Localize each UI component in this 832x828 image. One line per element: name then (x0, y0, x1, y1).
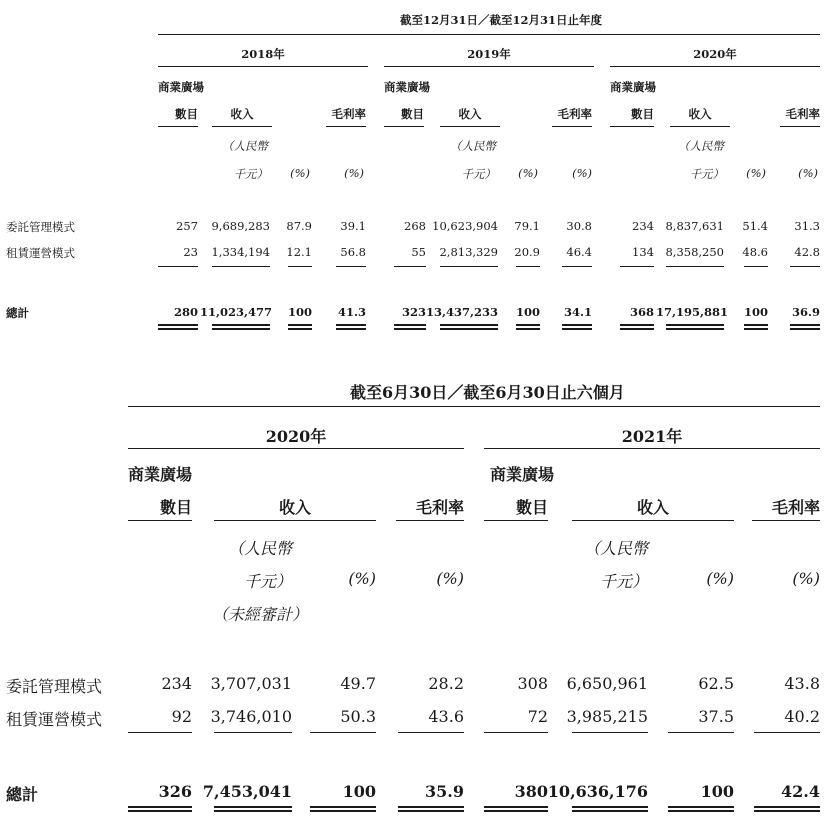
subtotal-rule (620, 266, 654, 267)
total-cell: 100 (515, 305, 540, 319)
total-cell: 41.3 (337, 305, 366, 319)
revenue-header: 收入 (230, 107, 254, 121)
header-rule (326, 126, 366, 127)
table-cell: 8,837,631 (665, 219, 724, 233)
total-cell: 100 (700, 782, 734, 801)
total-double-rule (128, 806, 192, 812)
pct-unit: (%) (344, 166, 364, 180)
total-cell: 36.9 (791, 305, 820, 319)
table-cell: 268 (404, 219, 426, 233)
malls-header: 數目 (175, 107, 198, 121)
total-cell: 100 (287, 305, 312, 319)
total-double-rule (562, 324, 592, 330)
subtotal-rule (214, 732, 292, 733)
total-cell: 13,437,233 (426, 305, 499, 319)
table-cell: 8,358,250 (665, 245, 724, 259)
total-double-rule (310, 806, 376, 812)
pct-unit: (%) (792, 569, 820, 588)
subtotal-rule (440, 266, 498, 267)
pct-unit: (%) (348, 569, 376, 588)
table-cell: 20.9 (514, 245, 540, 259)
total-cell: 368 (629, 305, 654, 319)
margin-header: 毛利率 (785, 107, 820, 121)
unaudited-note: （未經審計） (212, 605, 309, 624)
header-rule (396, 520, 464, 521)
revenue-header: 收入 (688, 107, 712, 121)
header-rule (572, 520, 734, 521)
header-rule (158, 126, 198, 127)
subtotal-rule (288, 266, 312, 267)
total-double-rule (790, 324, 820, 330)
subtotal-rule (398, 732, 464, 733)
table-cell: 28.2 (428, 674, 464, 693)
table-cell: 257 (176, 219, 198, 233)
table-cell: 50.3 (340, 707, 376, 726)
title-rule (128, 406, 820, 407)
subtotal-rule (394, 266, 426, 267)
table-cell: 10,623,904 (432, 219, 498, 233)
table-cell: 3,707,031 (210, 674, 292, 693)
table2-title: 截至6月30日／截至6月30日止六個月 (350, 383, 625, 402)
subtotal-rule (790, 266, 820, 267)
subtotal-rule (562, 266, 592, 267)
total-cell: 11,023,477 (200, 305, 273, 319)
margin-header: 毛利率 (557, 107, 592, 121)
year-2019: 2019年 (467, 47, 511, 61)
total-label: 總計 (6, 785, 39, 804)
malls-header: 數目 (631, 107, 654, 121)
total-double-rule (666, 324, 724, 330)
total-cell: 380 (514, 782, 548, 801)
total-double-rule (212, 324, 270, 330)
table-cell: 308 (517, 674, 548, 693)
malls-header: 數目 (401, 107, 424, 121)
rmb-unit: （人民幣 (678, 139, 724, 153)
table-cell: 1,334,194 (211, 245, 270, 259)
revenue-header: 收入 (278, 498, 311, 517)
total-cell: 35.9 (425, 782, 464, 801)
row-label: 委託管理模式 (6, 220, 75, 234)
row-label: 租賃運營模式 (6, 710, 103, 729)
table-cell: 40.2 (784, 707, 820, 726)
table-cell: 56.8 (340, 245, 366, 259)
table-cell: 62.5 (698, 674, 734, 693)
rmb-unit: 千元） (689, 167, 724, 181)
table-cell: 3,746,010 (210, 707, 292, 726)
total-double-rule (336, 324, 366, 330)
table-cell: 9,689,283 (211, 219, 270, 233)
total-double-rule (668, 806, 734, 812)
total-double-rule (754, 806, 820, 812)
margin-header: 毛利率 (415, 498, 464, 517)
subtotal-rule (516, 266, 540, 267)
header-rule (212, 126, 272, 127)
header-rule (214, 520, 376, 521)
table-cell: 43.8 (784, 674, 820, 693)
total-double-rule (744, 324, 768, 330)
subtotal-rule (310, 732, 376, 733)
total-double-rule (158, 324, 198, 330)
table-cell: 42.8 (794, 245, 820, 259)
year-2020: 2020年 (265, 427, 327, 446)
table1-title: 截至12月31日／截至12月31日止年度 (400, 13, 603, 27)
total-cell: 10,636,176 (547, 782, 648, 801)
subtotal-rule (666, 266, 724, 267)
table-cell: 134 (632, 245, 654, 259)
table-cell: 23 (183, 245, 198, 259)
table-cell: 2,813,329 (439, 245, 498, 259)
subtotal-rule (754, 732, 820, 733)
rmb-unit: 千元） (233, 167, 268, 181)
pct-unit: (%) (706, 569, 734, 588)
total-cell: 323 (401, 305, 426, 319)
table-cell: 55 (411, 245, 426, 259)
table-cell: 49.7 (340, 674, 376, 693)
total-double-rule (440, 324, 498, 330)
malls-header: 商業廣場 (610, 80, 656, 94)
table-cell: 3,985,215 (566, 707, 648, 726)
total-cell: 100 (342, 782, 376, 801)
table-cell: 79.1 (514, 219, 540, 233)
pct-unit: (%) (518, 166, 538, 180)
malls-header: 商業廣場 (128, 465, 193, 484)
pct-unit: (%) (798, 166, 818, 180)
total-double-rule (516, 324, 540, 330)
table-cell: 48.6 (742, 245, 768, 259)
table-cell: 39.1 (340, 219, 366, 233)
year-2021: 2021年 (621, 427, 683, 446)
malls-header: 商業廣場 (490, 465, 555, 484)
total-cell: 7,453,041 (202, 782, 292, 801)
pct-unit: (%) (290, 166, 310, 180)
total-cell: 280 (173, 305, 198, 319)
header-rule (670, 126, 730, 127)
year-rule (384, 66, 594, 67)
pct-unit: (%) (572, 166, 592, 180)
header-rule (484, 520, 548, 521)
year-rule (128, 448, 464, 449)
table-cell: 31.3 (794, 219, 820, 233)
header-rule (752, 520, 820, 521)
table-cell: 234 (161, 674, 192, 693)
margin-header: 毛利率 (331, 107, 366, 121)
malls-header: 數目 (515, 498, 548, 517)
total-cell: 326 (158, 782, 192, 801)
malls-header: 數目 (159, 498, 192, 517)
table-cell: 72 (527, 707, 548, 726)
year-rule (158, 66, 368, 67)
subtotal-rule (668, 732, 734, 733)
year-rule (610, 66, 820, 67)
subtotal-rule (158, 266, 198, 267)
header-rule (128, 520, 192, 521)
rmb-unit: 千元） (243, 572, 292, 591)
table-cell: 51.4 (742, 219, 768, 233)
total-cell: 100 (743, 305, 768, 319)
table-cell: 87.9 (286, 219, 312, 233)
table-cell: 12.1 (286, 245, 312, 259)
subtotal-rule (484, 732, 548, 733)
total-cell: 17,195,881 (656, 305, 729, 319)
revenue-header: 收入 (458, 107, 482, 121)
rmb-unit: （人民幣 (222, 139, 268, 153)
title-rule (158, 34, 820, 35)
subtotal-rule (572, 732, 648, 733)
table-cell: 30.8 (566, 219, 592, 233)
malls-header: 商業廣場 (384, 80, 430, 94)
total-cell: 34.1 (563, 305, 592, 319)
total-double-rule (398, 806, 464, 812)
year-rule (484, 448, 820, 449)
header-rule (384, 126, 424, 127)
revenue-header: 收入 (636, 498, 669, 517)
table-cell: 6,650,961 (566, 674, 648, 693)
total-double-rule (214, 806, 292, 812)
table-cell: 37.5 (698, 707, 734, 726)
rmb-unit: （人民幣 (227, 539, 292, 558)
subtotal-rule (128, 732, 192, 733)
total-double-rule (484, 806, 548, 812)
total-double-rule (572, 806, 648, 812)
total-cell: 42.4 (781, 782, 820, 801)
header-rule (610, 126, 654, 127)
total-label: 總計 (6, 306, 29, 320)
rmb-unit: （人民幣 (450, 139, 496, 153)
subtotal-rule (744, 266, 768, 267)
pct-unit: (%) (746, 166, 766, 180)
header-rule (780, 126, 820, 127)
margin-header: 毛利率 (771, 498, 820, 517)
rmb-unit: 千元） (461, 167, 496, 181)
row-label: 租賃運營模式 (6, 246, 75, 260)
subtotal-rule (212, 266, 270, 267)
table-cell: 46.4 (566, 245, 592, 259)
year-2018: 2018年 (241, 47, 285, 61)
header-rule (440, 126, 500, 127)
header-rule (552, 126, 592, 127)
year-2020: 2020年 (693, 47, 737, 61)
rmb-unit: （人民幣 (583, 539, 648, 558)
rmb-unit: 千元） (599, 572, 648, 591)
total-double-rule (394, 324, 426, 330)
subtotal-rule (336, 266, 366, 267)
pct-unit: (%) (436, 569, 464, 588)
table-cell: 92 (171, 707, 192, 726)
malls-header: 商業廣場 (158, 80, 204, 94)
table-cell: 234 (632, 219, 654, 233)
total-double-rule (288, 324, 312, 330)
table-cell: 43.6 (428, 707, 464, 726)
total-double-rule (620, 324, 654, 330)
row-label: 委託管理模式 (6, 677, 103, 696)
